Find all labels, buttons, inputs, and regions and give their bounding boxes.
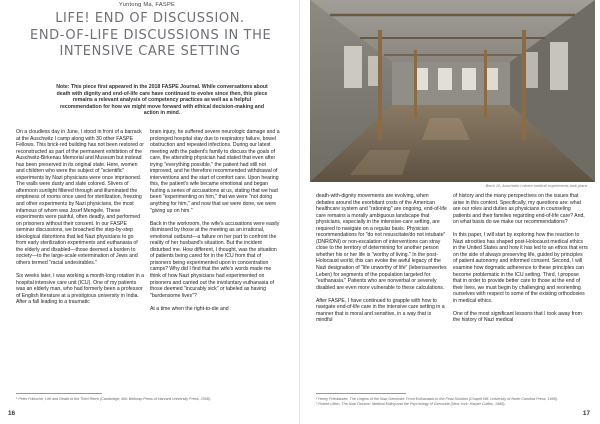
author-byline: Yuntong Ma, FASPE — [118, 2, 176, 8]
footnote: ¹ Peter Fritzsche, Life and Death in the Third Reich (Cambridge, MA: Belknap Press of Harvard University Press, 2008). — [16, 397, 212, 401]
photo-caption: Block 10, Auschwitz I where medical experiments took place. — [485, 184, 588, 188]
body-paragraph: One of the most significant lessons that I took away from the history of Nazi medical — [453, 310, 582, 324]
body-paragraph: In this paper, I will start by exploring how the reaction to Nazi atrocities has shaped post-Holocaust medical ethics in the United States and how it has led to an ethos that errs on the side of always preserving life, guided by principles of patient autonomy and informed consent. Second, I will examine how dogmatic adherence to these principles can become problematic in the ICU setting. Third, I propose that in order to provide better care to those at the end of their lives, we must begin by challenging and reorienting ourselves with respect to some of the existing orthodoxies in medical ethics. — [453, 232, 588, 304]
barrack-photo — [310, 0, 595, 182]
body-paragraph: After FASPE, I have continued to grapple with how to navigate end-of-life care in the intensive care setting in a manner that is moral and sensitive, in a way that is mindful — [316, 297, 445, 324]
title-line: INTENSIVE CARE SETTING — [59, 44, 241, 59]
body-paragraph: On a cloudless day in June, I stood in front of a barrack at the Auschwitz I camp along with 30 other FASPE Fellows. This brick-red building has not been restored or reconstructed as part of the permanent exhibition of the Auschwitz-Birkenau Memorial and Museum but instead has been preserved in its original state. Here, women and children who were the subject of "scientific" experiments by Nazi physicians were once imprisoned. The walls were dusty and slate colored. Slivers of afternoon sunlight filtered through and illuminated the emptiness of rooms once used for sterilization, freezing and other experiments by Nazi physicians, the most infamous of whom was Josef Mengele. These experiments were painful, often deadly, and performed on prisoners without their consent. In our FASPE seminar discussions, we broached the step-by-step ideological distortions that led Nazi physicians to go from early sterilization experiments and euthanasia of the elderly and disabled—those deemed a burden to society—to the large-scale extermination of Jews and others termed "racial undesirables." — [16, 129, 144, 266]
title-line: LIFE! END OF DISCUSSION. — [55, 11, 245, 26]
body-paragraph: brain injury, he suffered severe neurologic damage and a prolonged hospital stay due to respiratory failure, bowel obstruction and repeated infections. During our latest meeting with the patient's family to discuss the goals of care, the attending physician had stated that even after trying "everything possible," the patient had still not improved, and he therefore recommended withdrawal of interventions and the start of comfort care. Upon hearing this, the patient's wife became emotional and began hurling a series of accusations at us, stating that we had been "experimenting on him," that we were "not doing anything for him," and now that we were done, we were "giving up on him." — [150, 129, 280, 214]
footnote-divider — [16, 393, 102, 394]
body-paragraph: Six weeks later, I was working a month-long rotation in a hospital intensive care unit (ICU). One of my patients was an elderly man, who had formerly been a professor of English literature at a prestigious university in India. After a fall leading to a traumatic — [16, 272, 144, 306]
body-column-left-1 — [16, 129, 144, 361]
footnote-divider — [316, 393, 406, 394]
footnote: ² Henry Friedlander, The Origins of the Nazi Genocide: From Euthanasia to the Final Solution (Chapel Hill: University of North Carolina Press, 1995). — [316, 397, 559, 401]
barrack-interior-image — [310, 0, 595, 182]
page-number: 16 — [8, 410, 16, 417]
footnote: ³ Robert Lifton, The Nazi Doctors: Medical Killing and the Psychology of Genocide (New York: Harper Collins, 1986). — [316, 401, 506, 406]
body-column-right-2 — [453, 193, 588, 390]
footnotes — [316, 397, 586, 407]
body-paragraph: Back in the workroom, the wife's accusations were easily dismissed by those at the meeting as an irrational, emotional outburst—a failure on her part to confront the reality of her husband's situation. But the incident disturbed me. How different, I thought, was the situation of patients being cared for in the ICU from that of prisoners being experimented upon in concentration camps? Why did I find that the wife's words made me think of how Nazi physicians had experimented on prisoners and carried out the involuntary euthanasia of those deemed "incurably sick" or labeled as having "burdensome lives"? — [150, 220, 280, 299]
editor-note: Note: This piece first appeared in the 2018 FASPE Journal. While conversations about death with dignity and end-of-life care have continued to evolve since then, this piece remains a relevant analysis of competency practices as well as a helpful recommendation for how we might move forward with ethical decision-making and action in mind. — [56, 84, 268, 117]
page-number: 17 — [582, 410, 590, 417]
body-paragraph: At a time when the right-to-die and — [150, 305, 229, 312]
article-title — [30, 11, 270, 61]
body-column-left-2 — [150, 129, 280, 395]
body-paragraph: death-with-dignity movements are evolving, when debates around the exorbitant costs of the American healthcare system and "rationing" are ongoing, end-of-life care remains a morally ambiguous landscape that physicians, especially in the intensive-care setting, are required to navigate on a regular basis. Physician recommendations for "do not resuscitate/do not intubate" (DNR/DNI) or non-escalation of interventions can stray close to the territory of determining for another person whether his or her life is "worthy of living." In the post-Holocaust world, this can evoke the awful legacy of the Nazi designation of "life unworthy of life" (lebensunwertes Leben) for segments of the population targeted for "euthanasia." Patients who are nonverbal or severely disabled are even more vulnerable to these calculations. — [316, 193, 447, 291]
body-paragraph: of history and the many perspectives on the issues that arise in this context. Specifically, my questions are: what are our roles and duties as physicians in counseling patients and their families regarding end-of-life care? And, on what basis do we make our recommendations? — [453, 193, 585, 226]
right-page — [300, 0, 600, 424]
title-line: END-OF-LIFE DISCUSSIONS IN THE — [30, 27, 272, 43]
body-column-right-1 — [316, 193, 448, 390]
